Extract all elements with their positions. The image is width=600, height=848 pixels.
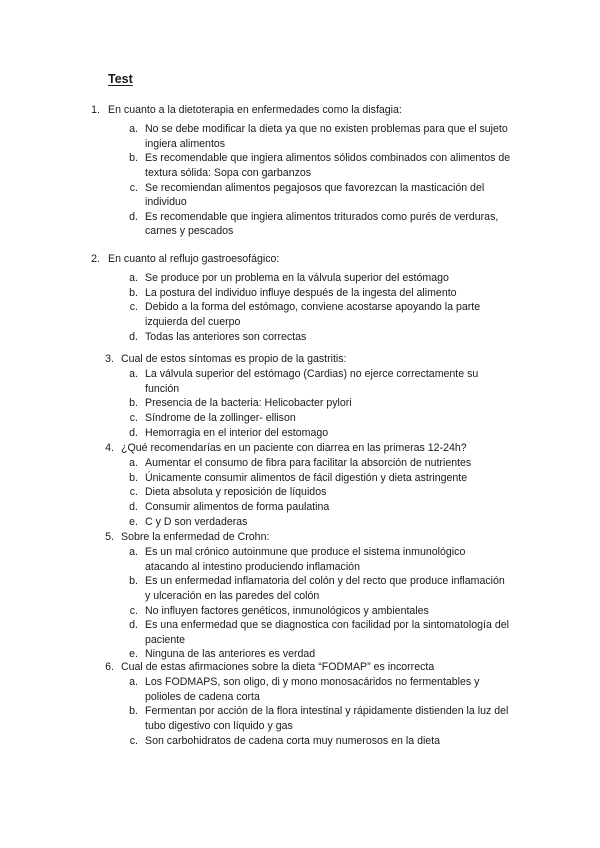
option-letter: a. [129,368,138,381]
question-text: ¿Qué recomendarías en un paciente con diarrea en las primeras 12-24h? [121,442,467,454]
option-letter: c. [129,301,138,314]
question-text: Sobre la enfermedad de Crohn: [121,531,270,543]
option-letter: d. [129,500,138,513]
question-number: 5. [105,531,114,543]
option-letter: a. [129,546,138,559]
option-text-line: Debido a la forma del estómago, conviene acostarse apoyando la parte [145,301,481,314]
option-letter: c. [129,181,138,194]
option-text-line: Únicamente consumir alimentos de fácil digestión y dieta astringente [145,471,468,484]
option-text-line: Aumentar el consumo de fibra para facilitar la absorción de nutrientes [145,457,472,470]
option-text-line: individuo [145,196,187,209]
option-text-line: Los FODMAPS, son oligo, di y mono monosacáridos no fermentables y [145,676,480,689]
option-text-line: Hemorragia en el interior del estomago [145,426,329,439]
option-letter: b. [129,705,138,718]
option-text-line: carnes y pescados [145,225,234,238]
option-text-line: Síndrome de la zollinger- ellison [145,411,296,424]
option-text-line: La postura del individuo influye después de la ingesta del alimento [145,286,457,299]
question-text: Cual de estos síntomas es propio de la gastritis: [121,353,347,365]
option-text-line: Es recomendable que ingiera alimentos sólidos combinados con alimentos de [145,152,511,165]
option-text-line: Dieta absoluta y reposición de líquidos [145,486,327,499]
option-text-line: Es una enfermedad que se diagnostica con facilidad por la sintomatología del [145,619,509,632]
question-number: 4. [105,442,114,454]
question-text: Cual de estas afirmaciones sobre la dieta “FODMAP” es incorrecta [121,661,435,673]
option-letter: b. [129,152,138,165]
option-letter: b. [129,397,138,410]
question-text: En cuanto al reflujo gastroesofágico: [108,253,280,265]
option-text-line: tubo digestivo con líquido y gas [145,719,293,732]
option-letter: a. [129,457,138,470]
option-text-line: textura sólida: Sopa con garbanzos [145,166,312,179]
question-number: 1. [91,104,100,116]
option-letter: a. [129,123,138,136]
option-text-line: Es recomendable que ingiera alimentos triturados como purés de verduras, [145,210,499,223]
option-text-line: Ninguna de las anteriores es verdad [145,648,316,661]
option-letter: b. [129,286,138,299]
option-text-line: Se recomiendan alimentos pegajosos que favorezcan la masticación del [145,181,485,194]
option-text-line: izquierda del cuerpo [145,315,241,328]
option-letter: e. [129,648,138,661]
option-text-line: Presencia de la bacteria: Helicobacter pylori [145,397,352,410]
option-letter: d. [129,210,138,223]
option-letter: c. [129,486,138,499]
option-text-line: atacando al intestino produciendo inflamación [145,560,360,573]
option-text-line: función [145,382,180,395]
question-number: 6. [105,661,114,673]
option-letter: d. [129,426,138,439]
option-text-line: paciente [145,633,186,646]
option-text-line: La válvula superior del estómago (Cardias) no ejerce correctamente su [145,368,479,381]
page-title: Test [108,72,133,86]
question-number: 2. [91,253,100,265]
option-letter: e. [129,515,138,528]
option-text-line: y ulceración en las paredes del colón [145,589,320,602]
option-text-line: Se produce por un problema en la válvula superior del estómago [145,272,449,285]
option-text-line: polioles de cadena corta [145,690,260,703]
option-letter: d. [129,330,138,343]
option-text-line: No se debe modificar la dieta ya que no existen problemas para que el sujeto [145,123,508,136]
question-text: En cuanto a la dietoterapia en enfermedades como la disfagia: [108,104,402,116]
option-letter: c. [129,411,138,424]
option-letter: b. [129,575,138,588]
option-text-line: ingiera alimentos [145,137,226,150]
option-text-line: No influyen factores genéticos, inmunológicos y ambientales [145,604,429,617]
option-letter: b. [129,471,138,484]
option-letter: d. [129,619,138,632]
option-text-line: Es un mal crónico autoinmune que produce el sistema inmunológico [145,546,466,559]
option-text-line: Es un enfermedad inflamatoria del colón y del recto que produce inflamación [145,575,505,588]
option-letter: a. [129,272,138,285]
question-number: 3. [105,353,114,365]
option-text-line: C y D son verdaderas [145,515,248,528]
option-letter: a. [129,676,138,689]
option-text-line: Todas las anteriores son correctas [145,330,307,343]
option-text-line: Son carbohidratos de cadena corta muy numerosos en la dieta [145,734,441,747]
option-letter: c. [129,604,138,617]
option-text-line: Fermentan por acción de la flora intestinal y rápidamente distienden la luz del [145,705,509,718]
option-letter: c. [129,734,138,747]
option-text-line: Consumir alimentos de forma paulatina [145,500,330,513]
